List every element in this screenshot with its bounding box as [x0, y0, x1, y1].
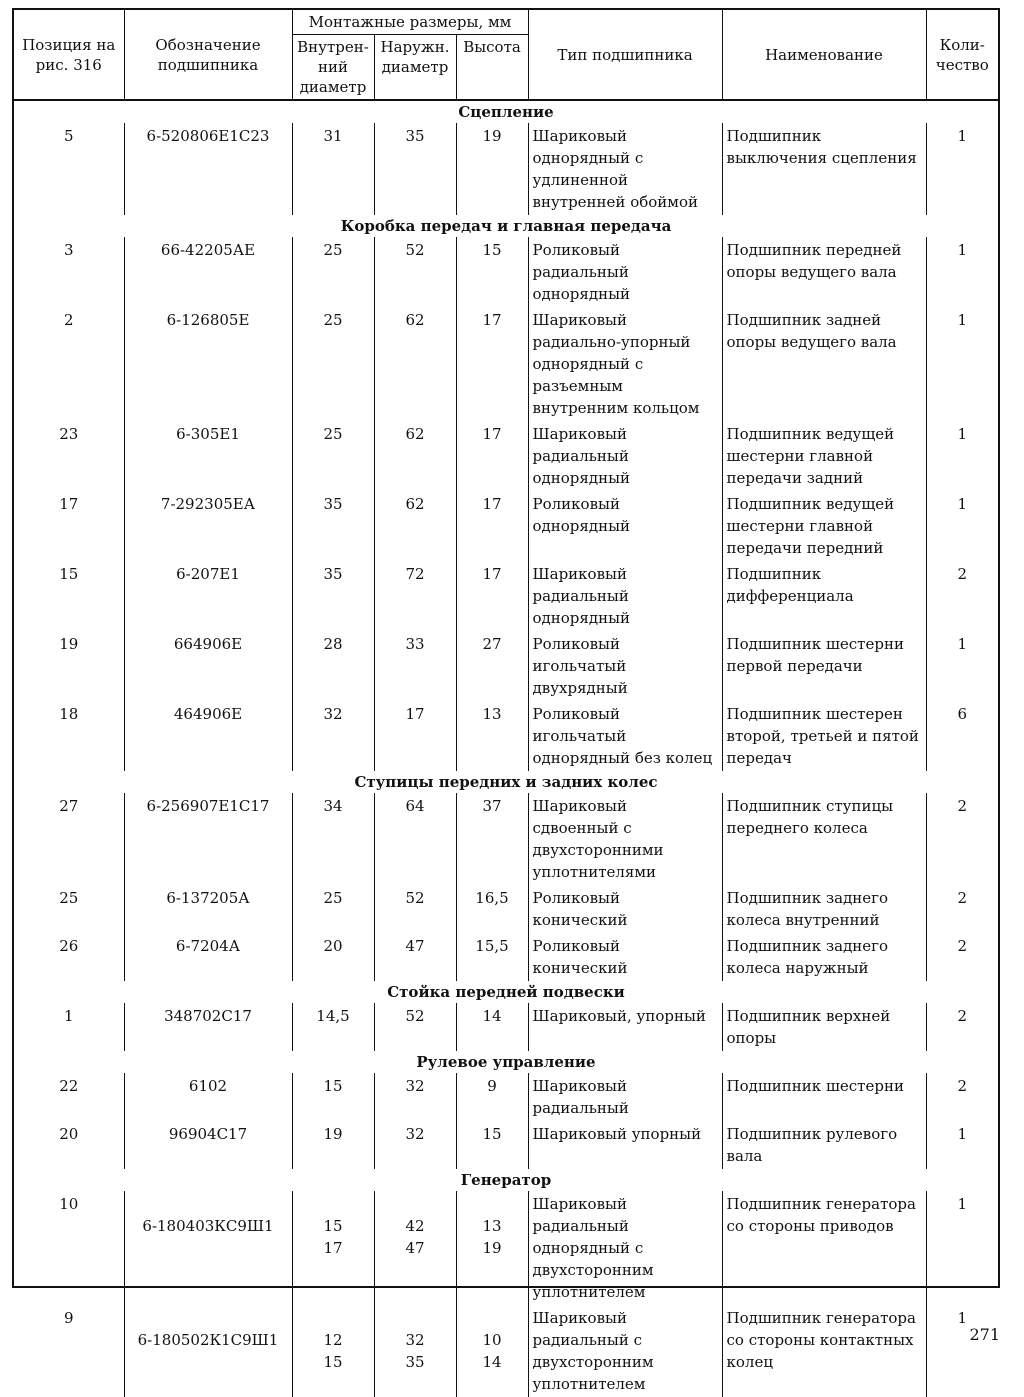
section-title: Стойка передней подвески	[387, 983, 625, 1001]
cell-quantity: 2	[926, 1073, 998, 1121]
table-header	[14, 10, 998, 100]
cell-position: 25	[59, 889, 79, 907]
cell-position: 17	[59, 495, 79, 513]
cell-height: 15	[456, 237, 528, 307]
cell-inner-diameter: 20	[292, 933, 374, 981]
cell-bearing-type: Шариковый радиальный однорядный	[528, 421, 722, 491]
header-qty: Коли-чество	[926, 10, 998, 100]
cell-bearing-type: Роликовый однорядный	[528, 491, 722, 561]
cell-quantity: 2	[926, 561, 998, 631]
cell-inner-diameter: 31	[292, 123, 374, 215]
cell-bearing-type: Роликовый радиальный однорядный	[528, 237, 722, 307]
table-row	[14, 561, 998, 631]
cell-position: 1	[63, 1007, 74, 1025]
cell-position: 22	[59, 1077, 79, 1095]
cell-bearing-name: Подшипник дифференциала	[722, 561, 926, 631]
cell-inner-diameter: 14,5	[292, 1003, 374, 1051]
cell-bearing-name: Подшипник рулевого вала	[722, 1121, 926, 1169]
cell-position: 19	[59, 635, 79, 653]
cell-outer-diameter: 62	[374, 307, 456, 421]
cell-bearing-type: Шариковый, упорный	[528, 1003, 722, 1051]
page-number: 271	[969, 1325, 1000, 1344]
cell-bearing-type: Шариковый однорядный с удлиненной внутренней обоймой	[528, 123, 722, 215]
header-mounting: Монтажные размеры, мм	[292, 10, 528, 35]
cell-height: 13	[456, 701, 528, 771]
cell-inner-diameter: 35	[292, 491, 374, 561]
cell-bearing-type: Роликовый конический	[528, 885, 722, 933]
table-row	[14, 933, 998, 981]
cell-position: 5	[63, 127, 74, 145]
cell-height: 27	[456, 631, 528, 701]
cell-designation: 664906Е	[124, 631, 292, 701]
cell-quantity: 1	[926, 1121, 998, 1169]
table-row	[14, 631, 998, 701]
cell-designation: 66-42205АЕ	[124, 237, 292, 307]
cell-quantity: 1	[926, 1191, 998, 1305]
table-row	[14, 421, 998, 491]
cell-height: 17	[456, 491, 528, 561]
cell-position: 20	[59, 1125, 79, 1143]
cell-outer-diameter: 64	[374, 793, 456, 885]
cell-quantity: 2	[926, 793, 998, 885]
table-body	[14, 100, 998, 1397]
cell-designation: 6-126805Е	[124, 307, 292, 421]
cell-bearing-type: Шариковый радиальный	[528, 1073, 722, 1121]
cell-bearing-name: Подшипник ступицы переднего колеса	[722, 793, 926, 885]
cell-bearing-type: Шариковый радиальный однорядный	[528, 561, 722, 631]
section-row	[14, 771, 998, 793]
cell-outer-diameter: 52	[374, 1003, 456, 1051]
cell-outer-diameter: 32 35	[374, 1305, 456, 1397]
cell-height: 15,5	[456, 933, 528, 981]
cell-bearing-name: Подшипник генератора со стороны приводов	[722, 1191, 926, 1305]
bearing-table	[14, 10, 998, 1397]
section-row	[14, 1051, 998, 1073]
cell-quantity: 2	[926, 1003, 998, 1051]
header-inner-diameter: Внутрен-ний диаметр	[292, 35, 374, 101]
cell-position: 9	[63, 1309, 74, 1327]
table-row	[14, 123, 998, 215]
cell-outer-diameter: 52	[374, 237, 456, 307]
cell-position: 23	[59, 425, 79, 443]
cell-inner-diameter: 35	[292, 561, 374, 631]
cell-inner-diameter: 25	[292, 307, 374, 421]
cell-bearing-type: Роликовый игольчатый однорядный без колец	[528, 701, 722, 771]
cell-bearing-name: Подшипник ведущей шестерни главной передачи задний	[722, 421, 926, 491]
cell-outer-diameter: 62	[374, 421, 456, 491]
header-height: Высота	[456, 35, 528, 101]
cell-height: 13 19	[456, 1191, 528, 1305]
cell-inner-diameter: 19	[292, 1121, 374, 1169]
cell-outer-diameter: 47	[374, 933, 456, 981]
cell-inner-diameter: 25	[292, 237, 374, 307]
cell-outer-diameter: 52	[374, 885, 456, 933]
table-row	[14, 1305, 998, 1397]
cell-outer-diameter: 32	[374, 1121, 456, 1169]
cell-bearing-name: Подшипник шестерни первой передачи	[722, 631, 926, 701]
cell-outer-diameter: 72	[374, 561, 456, 631]
table-row	[14, 307, 998, 421]
cell-designation: 6-256907Е1С17	[124, 793, 292, 885]
cell-inner-diameter: 32	[292, 701, 374, 771]
cell-bearing-name: Подшипник заднего колеса наружный	[722, 933, 926, 981]
cell-inner-diameter: 15	[292, 1073, 374, 1121]
cell-designation: 464906Е	[124, 701, 292, 771]
cell-bearing-name: Подшипник задней опоры ведущего вала	[722, 307, 926, 421]
section-title: Сцепление	[458, 103, 554, 121]
cell-designation: 6102	[124, 1073, 292, 1121]
cell-position: 3	[63, 241, 74, 259]
cell-quantity: 1	[926, 307, 998, 421]
cell-position: 10	[59, 1195, 79, 1213]
cell-bearing-type: Шариковый сдвоенный с двухсторонними уплотнителями	[528, 793, 722, 885]
cell-quantity: 2	[926, 885, 998, 933]
cell-bearing-type: Шариковый упорный	[528, 1121, 722, 1169]
section-title: Рулевое управление	[416, 1053, 596, 1071]
cell-designation: 6-180502К1С9Ш1	[124, 1305, 292, 1397]
table-row	[14, 237, 998, 307]
section-row	[14, 100, 998, 123]
cell-quantity: 1	[926, 631, 998, 701]
cell-height: 17	[456, 561, 528, 631]
cell-designation: 6-207Е1	[124, 561, 292, 631]
cell-quantity: 1	[926, 1305, 998, 1397]
cell-height: 19	[456, 123, 528, 215]
cell-designation: 6-7204А	[124, 933, 292, 981]
cell-position: 27	[59, 797, 79, 815]
cell-outer-diameter: 62	[374, 491, 456, 561]
table-row	[14, 885, 998, 933]
cell-quantity: 1	[926, 421, 998, 491]
cell-bearing-type: Роликовый конический	[528, 933, 722, 981]
cell-quantity: 2	[926, 933, 998, 981]
table-row	[14, 1073, 998, 1121]
cell-inner-diameter: 25	[292, 421, 374, 491]
cell-height: 15	[456, 1121, 528, 1169]
cell-designation: 348702С17	[124, 1003, 292, 1051]
table-row	[14, 701, 998, 771]
cell-height: 9	[456, 1073, 528, 1121]
cell-designation: 96904С17	[124, 1121, 292, 1169]
cell-position: 18	[59, 705, 79, 723]
cell-bearing-name: Подшипник шестерен второй, третьей и пятой передач	[722, 701, 926, 771]
cell-designation: 7-292305ЕА	[124, 491, 292, 561]
cell-inner-diameter: 25	[292, 885, 374, 933]
header-designation: Обозначение подшипника	[124, 10, 292, 100]
cell-height: 16,5	[456, 885, 528, 933]
header-outer-diameter: Наружн. диаметр	[374, 35, 456, 101]
cell-inner-diameter: 15 17	[292, 1191, 374, 1305]
cell-height: 17	[456, 307, 528, 421]
header-position: Позиция на рис. 316	[14, 10, 124, 100]
section-row	[14, 981, 998, 1003]
cell-position: 15	[59, 565, 79, 583]
table-row	[14, 1003, 998, 1051]
cell-designation: 6-520806Е1С23	[124, 123, 292, 215]
cell-bearing-type: Роликовый игольчатый двухрядный	[528, 631, 722, 701]
cell-bearing-name: Подшипник верхней опоры	[722, 1003, 926, 1051]
cell-position: 26	[59, 937, 79, 955]
cell-bearing-type: Шариковый радиальный однорядный с двухсторонним уплотнителем	[528, 1191, 722, 1305]
cell-height: 17	[456, 421, 528, 491]
cell-height: 37	[456, 793, 528, 885]
cell-height: 14	[456, 1003, 528, 1051]
cell-outer-diameter: 33	[374, 631, 456, 701]
cell-designation: 6-137205А	[124, 885, 292, 933]
cell-outer-diameter: 42 47	[374, 1191, 456, 1305]
cell-designation: 6-180403КС9Ш1	[124, 1191, 292, 1305]
table-row	[14, 1191, 998, 1305]
section-row	[14, 215, 998, 237]
header-name: Наименование	[722, 10, 926, 100]
cell-position: 2	[63, 311, 74, 329]
table-row	[14, 1121, 998, 1169]
cell-inner-diameter: 28	[292, 631, 374, 701]
cell-quantity: 6	[926, 701, 998, 771]
cell-bearing-name: Подшипник передней опоры ведущего вала	[722, 237, 926, 307]
cell-bearing-name: Подшипник заднего колеса внутренний	[722, 885, 926, 933]
section-title: Генератор	[460, 1171, 552, 1189]
cell-bearing-type: Шариковый радиальный с двухсторонним уплотнителем	[528, 1305, 722, 1397]
cell-quantity: 1	[926, 237, 998, 307]
cell-bearing-name: Подшипник генератора со стороны контактных колец	[722, 1305, 926, 1397]
cell-bearing-name: Подшипник выключения сцепления	[722, 123, 926, 215]
cell-height: 10 14	[456, 1305, 528, 1397]
cell-outer-diameter: 32	[374, 1073, 456, 1121]
table-row	[14, 793, 998, 885]
cell-inner-diameter: 34	[292, 793, 374, 885]
table-row	[14, 491, 998, 561]
cell-inner-diameter: 12 15	[292, 1305, 374, 1397]
cell-quantity: 1	[926, 123, 998, 215]
cell-bearing-name: Подшипник ведущей шестерни главной передачи передний	[722, 491, 926, 561]
cell-bearing-type: Шариковый радиально-упорный однорядный с разъемным внутренним кольцом	[528, 307, 722, 421]
cell-quantity: 1	[926, 491, 998, 561]
cell-designation: 6-305Е1	[124, 421, 292, 491]
cell-bearing-name: Подшипник шестерни	[722, 1073, 926, 1121]
section-row	[14, 1169, 998, 1191]
section-title: Ступицы передних и задних колес	[354, 773, 658, 791]
cell-outer-diameter: 17	[374, 701, 456, 771]
section-title: Коробка передач и главная передача	[340, 217, 672, 235]
header-type: Тип подшипника	[528, 10, 722, 100]
cell-outer-diameter: 35	[374, 123, 456, 215]
